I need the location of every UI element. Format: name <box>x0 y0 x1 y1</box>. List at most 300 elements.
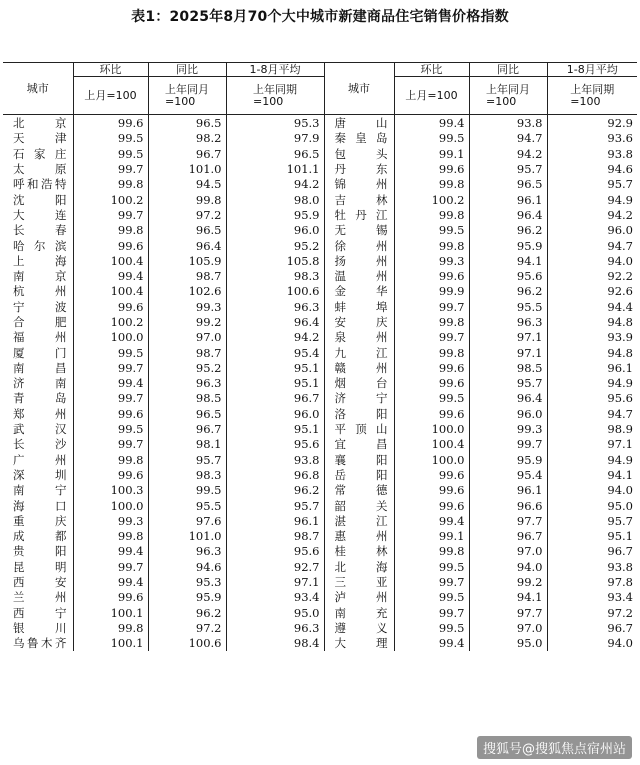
index-mom-right: 99.6 <box>394 498 469 513</box>
index-yoy-left: 96.5 <box>148 223 226 238</box>
table-row <box>3 162 637 177</box>
index-yoy-right: 96.1 <box>469 192 547 207</box>
city-name-right: 唐 山 <box>324 115 394 132</box>
index-mom-right: 99.8 <box>394 238 469 253</box>
city-name-left: 上 海 <box>13 253 67 268</box>
index-avg-right: 93.8 <box>547 560 637 575</box>
index-yoy-left: 98.3 <box>148 468 226 483</box>
index-yoy-left: 97.2 <box>148 621 226 636</box>
city-name-right: 烟 台 <box>324 376 394 391</box>
index-avg-left: 96.3 <box>226 300 324 315</box>
index-yoy-left: 102.6 <box>148 284 226 299</box>
city-name-left: 宁 波 <box>13 299 67 314</box>
city-name-left: 天 津 <box>13 131 67 146</box>
index-yoy-left: 99.5 <box>148 483 226 498</box>
index-yoy-left: 96.7 <box>148 147 226 162</box>
index-yoy-right: 97.0 <box>469 621 547 636</box>
col-subheader-yoy-left: 上年同月=100 <box>148 77 226 115</box>
index-yoy-right: 94.2 <box>469 147 547 162</box>
index-mom-left: 100.4 <box>73 254 148 269</box>
index-mom-right: 99.6 <box>394 483 469 498</box>
index-yoy-left: 98.5 <box>148 391 226 406</box>
index-mom-left: 100.3 <box>73 483 148 498</box>
col-header-mom-right: 环比 <box>394 63 469 77</box>
index-mom-left: 100.4 <box>73 284 148 299</box>
index-avg-right: 95.6 <box>547 391 637 406</box>
table-row <box>3 192 637 207</box>
index-yoy-right: 96.3 <box>469 315 547 330</box>
index-yoy-left: 99.3 <box>148 300 226 315</box>
index-yoy-left: 96.5 <box>148 407 226 422</box>
index-avg-left: 98.3 <box>226 269 324 284</box>
city-name-left: 太 原 <box>13 162 67 177</box>
index-avg-right: 93.4 <box>547 590 637 605</box>
city-name-left: 贵 阳 <box>13 544 67 559</box>
city-name-left: 长 沙 <box>13 437 67 452</box>
index-mom-left: 99.8 <box>73 621 148 636</box>
city-name-left: 厦 门 <box>13 345 67 360</box>
index-yoy-left: 96.3 <box>148 376 226 391</box>
city-name-right: 锦 州 <box>324 177 394 192</box>
index-mom-left: 99.8 <box>73 529 148 544</box>
index-avg-left: 98.0 <box>226 192 324 207</box>
index-mom-right: 100.4 <box>394 437 469 452</box>
index-mom-right: 99.8 <box>394 544 469 559</box>
index-avg-right: 94.0 <box>547 636 637 651</box>
index-avg-right: 97.2 <box>547 606 637 621</box>
table-row <box>3 483 637 498</box>
table-row <box>3 560 637 575</box>
index-yoy-right: 99.7 <box>469 437 547 452</box>
city-name-left: 哈尔滨 <box>13 238 67 253</box>
city-name-right: 无 锡 <box>324 223 394 238</box>
index-mom-left: 99.7 <box>73 560 148 575</box>
city-name-right: 常 德 <box>324 483 394 498</box>
index-yoy-left: 95.7 <box>148 453 226 468</box>
index-yoy-right: 97.7 <box>469 606 547 621</box>
index-avg-left: 105.8 <box>226 254 324 269</box>
index-yoy-left: 105.9 <box>148 254 226 269</box>
table-row <box>3 269 637 284</box>
table-row <box>3 315 637 330</box>
index-avg-left: 97.9 <box>226 131 324 146</box>
col-subheader-avg-left: 上年同期=100 <box>226 77 324 115</box>
city-name-right: 宜 昌 <box>324 437 394 452</box>
table-row <box>3 177 637 192</box>
index-mom-left: 99.4 <box>73 544 148 559</box>
table-row <box>3 391 637 406</box>
city-name-left: 深 圳 <box>13 467 67 482</box>
index-mom-right: 99.6 <box>394 162 469 177</box>
table-row <box>3 147 637 162</box>
index-yoy-left: 98.7 <box>148 269 226 284</box>
index-mom-left: 99.8 <box>73 453 148 468</box>
index-mom-left: 100.1 <box>73 606 148 621</box>
index-avg-left: 95.4 <box>226 345 324 360</box>
index-mom-right: 99.8 <box>394 345 469 360</box>
index-avg-right: 95.0 <box>547 498 637 513</box>
watermark: 搜狐号@搜狐焦点宿州站 <box>477 736 632 759</box>
table-row <box>3 468 637 483</box>
index-yoy-right: 94.7 <box>469 131 547 146</box>
index-yoy-right: 93.8 <box>469 115 547 132</box>
index-mom-left: 99.7 <box>73 361 148 376</box>
city-name-right: 遵 义 <box>324 621 394 636</box>
index-mom-left: 99.5 <box>73 131 148 146</box>
index-avg-left: 101.1 <box>226 162 324 177</box>
city-name-left: 大 连 <box>13 207 67 222</box>
index-avg-left: 98.4 <box>226 636 324 651</box>
index-avg-right: 94.8 <box>547 345 637 360</box>
city-name-left: 石家庄 <box>13 146 67 161</box>
index-mom-right: 99.8 <box>394 315 469 330</box>
index-yoy-left: 95.2 <box>148 361 226 376</box>
index-avg-left: 96.1 <box>226 514 324 529</box>
city-name-right: 韶 关 <box>324 498 394 513</box>
index-yoy-right: 96.4 <box>469 208 547 223</box>
index-yoy-left: 97.6 <box>148 514 226 529</box>
city-name-right: 金 华 <box>324 284 394 299</box>
index-mom-left: 99.5 <box>73 422 148 437</box>
index-mom-right: 99.7 <box>394 300 469 315</box>
city-name-left: 广 州 <box>13 452 67 467</box>
city-name-right: 扬 州 <box>324 254 394 269</box>
index-mom-right: 99.4 <box>394 514 469 529</box>
table-row <box>3 437 637 452</box>
city-name-right: 平顶山 <box>324 422 394 437</box>
city-name-right: 牡丹江 <box>324 208 394 223</box>
city-name-left: 武 汉 <box>13 422 67 437</box>
index-avg-left: 95.7 <box>226 498 324 513</box>
city-name-right: 九 江 <box>324 345 394 360</box>
city-name-right: 蚌 埠 <box>324 300 394 315</box>
table-row <box>3 636 637 651</box>
index-avg-left: 98.7 <box>226 529 324 544</box>
index-mom-left: 99.7 <box>73 162 148 177</box>
index-avg-left: 93.4 <box>226 590 324 605</box>
index-mom-right: 100.2 <box>394 192 469 207</box>
index-mom-right: 99.4 <box>394 636 469 651</box>
index-avg-right: 94.6 <box>547 162 637 177</box>
index-avg-right: 94.0 <box>547 483 637 498</box>
index-avg-left: 96.4 <box>226 315 324 330</box>
index-avg-right: 98.9 <box>547 422 637 437</box>
city-name-left: 沈 阳 <box>13 192 67 207</box>
col-subheader-mom-right: 上月=100 <box>394 77 469 115</box>
col-header-yoy-left: 同比 <box>148 63 226 77</box>
index-avg-right: 95.7 <box>547 177 637 192</box>
index-mom-right: 99.6 <box>394 269 469 284</box>
table-body <box>3 115 637 652</box>
table-row <box>3 238 637 253</box>
index-yoy-left: 97.2 <box>148 208 226 223</box>
index-yoy-right: 97.1 <box>469 330 547 345</box>
index-yoy-right: 96.6 <box>469 498 547 513</box>
index-mom-right: 99.9 <box>394 284 469 299</box>
index-mom-right: 99.5 <box>394 131 469 146</box>
index-yoy-right: 96.0 <box>469 407 547 422</box>
table-row <box>3 345 637 360</box>
index-yoy-right: 94.1 <box>469 590 547 605</box>
table-row <box>3 131 637 146</box>
index-mom-left: 99.6 <box>73 238 148 253</box>
index-mom-right: 99.4 <box>394 115 469 132</box>
city-name-right: 湛 江 <box>324 514 394 529</box>
city-name-left: 合 肥 <box>13 315 67 329</box>
index-yoy-right: 95.6 <box>469 269 547 284</box>
index-avg-left: 95.1 <box>226 361 324 376</box>
col-header-yoy-right: 同比 <box>469 63 547 77</box>
index-mom-right: 99.7 <box>394 606 469 621</box>
city-name-left: 西 宁 <box>13 605 67 620</box>
index-yoy-right: 99.2 <box>469 575 547 590</box>
index-yoy-left: 96.2 <box>148 606 226 621</box>
col-subheader-yoy-right: 上年同月=100 <box>469 77 547 115</box>
index-mom-left: 99.3 <box>73 514 148 529</box>
index-avg-left: 93.8 <box>226 453 324 468</box>
city-name-right: 包 头 <box>324 147 394 162</box>
city-name-right: 襄 阳 <box>324 453 394 468</box>
index-yoy-right: 96.2 <box>469 284 547 299</box>
index-yoy-left: 95.9 <box>148 590 226 605</box>
index-avg-left: 97.1 <box>226 575 324 590</box>
index-mom-right: 100.0 <box>394 422 469 437</box>
index-mom-left: 99.6 <box>73 590 148 605</box>
index-yoy-right: 94.0 <box>469 560 547 575</box>
index-yoy-right: 97.0 <box>469 544 547 559</box>
table-row <box>3 606 637 621</box>
index-avg-right: 93.8 <box>547 147 637 162</box>
city-name-right: 桂 林 <box>324 544 394 559</box>
index-yoy-left: 94.6 <box>148 560 226 575</box>
city-name-left: 海 口 <box>13 498 67 513</box>
index-mom-left: 99.4 <box>73 269 148 284</box>
index-yoy-left: 99.8 <box>148 192 226 207</box>
index-yoy-right: 96.5 <box>469 177 547 192</box>
index-avg-right: 93.6 <box>547 131 637 146</box>
index-avg-left: 100.6 <box>226 284 324 299</box>
index-yoy-right: 96.4 <box>469 391 547 406</box>
index-avg-right: 92.6 <box>547 284 637 299</box>
index-yoy-left: 101.0 <box>148 529 226 544</box>
index-avg-right: 97.1 <box>547 437 637 452</box>
index-avg-right: 95.7 <box>547 514 637 529</box>
city-name-right: 温 州 <box>324 269 394 284</box>
index-avg-left: 95.9 <box>226 208 324 223</box>
city-name-right: 赣 州 <box>324 361 394 376</box>
city-name-left: 呼和浩特 <box>13 177 67 192</box>
city-name-right: 丹 东 <box>324 162 394 177</box>
index-yoy-right: 95.7 <box>469 162 547 177</box>
col-subheader-avg-right: 上年同期=100 <box>547 77 637 115</box>
index-yoy-right: 95.9 <box>469 453 547 468</box>
index-mom-left: 99.4 <box>73 575 148 590</box>
index-avg-left: 94.2 <box>226 330 324 345</box>
index-yoy-left: 98.7 <box>148 345 226 360</box>
city-name-right: 吉 林 <box>324 192 394 207</box>
table-row <box>3 621 637 636</box>
city-name-right: 岳 阳 <box>324 468 394 483</box>
index-mom-right: 99.1 <box>394 147 469 162</box>
index-avg-right: 92.9 <box>547 115 637 132</box>
index-avg-left: 96.8 <box>226 468 324 483</box>
index-mom-left: 100.1 <box>73 636 148 651</box>
city-name-right: 济 宁 <box>324 391 394 406</box>
index-avg-right: 94.0 <box>547 254 637 269</box>
index-mom-left: 99.7 <box>73 437 148 452</box>
table-row <box>3 407 637 422</box>
index-mom-left: 100.2 <box>73 315 148 330</box>
index-mom-left: 99.8 <box>73 223 148 238</box>
index-yoy-left: 97.0 <box>148 330 226 345</box>
index-mom-right: 99.6 <box>394 376 469 391</box>
index-mom-right: 99.8 <box>394 208 469 223</box>
index-avg-left: 95.1 <box>226 422 324 437</box>
index-mom-right: 99.5 <box>394 621 469 636</box>
index-avg-right: 95.1 <box>547 529 637 544</box>
index-yoy-left: 99.2 <box>148 315 226 330</box>
index-avg-right: 94.2 <box>547 208 637 223</box>
index-mom-right: 99.3 <box>394 254 469 269</box>
index-mom-right: 99.5 <box>394 590 469 605</box>
city-name-left: 南 宁 <box>13 483 67 498</box>
index-mom-right: 99.5 <box>394 560 469 575</box>
city-name-right: 泉 州 <box>324 330 394 345</box>
index-avg-left: 96.0 <box>226 223 324 238</box>
table-row <box>3 544 637 559</box>
city-name-left: 青 岛 <box>13 391 67 406</box>
city-name-left: 北 京 <box>13 116 67 131</box>
index-mom-right: 99.7 <box>394 330 469 345</box>
index-avg-left: 95.1 <box>226 376 324 391</box>
index-yoy-right: 95.9 <box>469 238 547 253</box>
table-row <box>3 498 637 513</box>
index-yoy-left: 98.2 <box>148 131 226 146</box>
city-name-left: 西 安 <box>13 575 67 590</box>
col-subheader-mom-left: 上月=100 <box>73 77 148 115</box>
index-yoy-right: 99.3 <box>469 422 547 437</box>
index-yoy-right: 95.7 <box>469 376 547 391</box>
index-mom-left: 100.0 <box>73 498 148 513</box>
index-avg-right: 97.8 <box>547 575 637 590</box>
city-name-left: 杭 州 <box>13 284 67 299</box>
index-avg-right: 94.1 <box>547 468 637 483</box>
index-yoy-left: 95.5 <box>148 498 226 513</box>
index-mom-left: 99.6 <box>73 300 148 315</box>
index-avg-left: 96.0 <box>226 407 324 422</box>
index-mom-right: 99.6 <box>394 361 469 376</box>
index-avg-left: 96.3 <box>226 621 324 636</box>
index-avg-right: 96.1 <box>547 361 637 376</box>
col-header-city-right: 城市 <box>324 63 394 115</box>
index-mom-left: 99.7 <box>73 391 148 406</box>
city-name-left: 南 昌 <box>13 360 67 375</box>
index-yoy-right: 95.4 <box>469 468 547 483</box>
index-yoy-right: 97.1 <box>469 345 547 360</box>
index-yoy-left: 100.6 <box>148 636 226 651</box>
index-avg-right: 94.9 <box>547 192 637 207</box>
index-mom-right: 100.0 <box>394 453 469 468</box>
index-mom-left: 100.2 <box>73 192 148 207</box>
table-row <box>3 529 637 544</box>
table-row <box>3 223 637 238</box>
table-row <box>3 453 637 468</box>
city-name-right: 秦皇岛 <box>324 131 394 146</box>
col-header-avg-left: 1-8月平均 <box>226 63 324 77</box>
index-mom-right: 99.6 <box>394 407 469 422</box>
index-avg-left: 95.0 <box>226 606 324 621</box>
city-name-left: 成 都 <box>13 529 67 544</box>
index-avg-right: 96.7 <box>547 621 637 636</box>
table-row <box>3 254 637 269</box>
index-yoy-left: 101.0 <box>148 162 226 177</box>
index-yoy-right: 96.7 <box>469 529 547 544</box>
index-avg-right: 94.7 <box>547 407 637 422</box>
city-name-right: 北 海 <box>324 560 394 575</box>
index-avg-right: 94.9 <box>547 453 637 468</box>
index-yoy-right: 97.7 <box>469 514 547 529</box>
index-avg-left: 96.5 <box>226 147 324 162</box>
index-avg-left: 95.3 <box>226 115 324 132</box>
table-row <box>3 208 637 223</box>
index-avg-left: 96.2 <box>226 483 324 498</box>
table-row <box>3 115 637 132</box>
city-name-right: 惠 州 <box>324 529 394 544</box>
index-yoy-right: 95.5 <box>469 300 547 315</box>
city-name-left: 银 川 <box>13 620 67 635</box>
city-name-left: 南 京 <box>13 269 67 284</box>
index-yoy-right: 96.1 <box>469 483 547 498</box>
index-avg-left: 94.2 <box>226 177 324 192</box>
index-mom-right: 99.1 <box>394 529 469 544</box>
table-row <box>3 361 637 376</box>
index-yoy-right: 94.1 <box>469 254 547 269</box>
index-avg-left: 95.2 <box>226 238 324 253</box>
index-mom-left: 99.6 <box>73 468 148 483</box>
city-name-left: 重 庆 <box>13 513 67 528</box>
index-mom-left: 99.8 <box>73 177 148 192</box>
city-name-left: 福 州 <box>13 330 67 345</box>
index-yoy-right: 96.2 <box>469 223 547 238</box>
index-mom-right: 99.8 <box>394 177 469 192</box>
city-name-left: 长 春 <box>13 223 67 238</box>
index-mom-right: 99.5 <box>394 391 469 406</box>
index-mom-left: 100.0 <box>73 330 148 345</box>
table-row <box>3 590 637 605</box>
index-yoy-left: 96.4 <box>148 238 226 253</box>
index-avg-left: 95.6 <box>226 544 324 559</box>
table-row <box>3 300 637 315</box>
index-mom-left: 99.4 <box>73 376 148 391</box>
city-name-right: 安 庆 <box>324 315 394 330</box>
city-name-left: 昆 明 <box>13 559 67 574</box>
city-name-right: 泸 州 <box>324 590 394 605</box>
city-name-right: 南 充 <box>324 606 394 621</box>
city-name-right: 三 亚 <box>324 575 394 590</box>
index-mom-left: 99.6 <box>73 407 148 422</box>
index-avg-left: 95.6 <box>226 437 324 452</box>
index-yoy-left: 96.5 <box>148 115 226 132</box>
index-yoy-left: 96.7 <box>148 422 226 437</box>
price-index-table <box>3 62 637 651</box>
index-avg-left: 96.7 <box>226 391 324 406</box>
table-title: 表1：2025年8月70个大中城市新建商品住宅销售价格指数 <box>131 9 509 25</box>
index-yoy-left: 96.3 <box>148 544 226 559</box>
city-name-left: 济 南 <box>13 376 67 391</box>
index-avg-right: 94.8 <box>547 315 637 330</box>
index-mom-right: 99.7 <box>394 575 469 590</box>
index-avg-right: 96.0 <box>547 223 637 238</box>
